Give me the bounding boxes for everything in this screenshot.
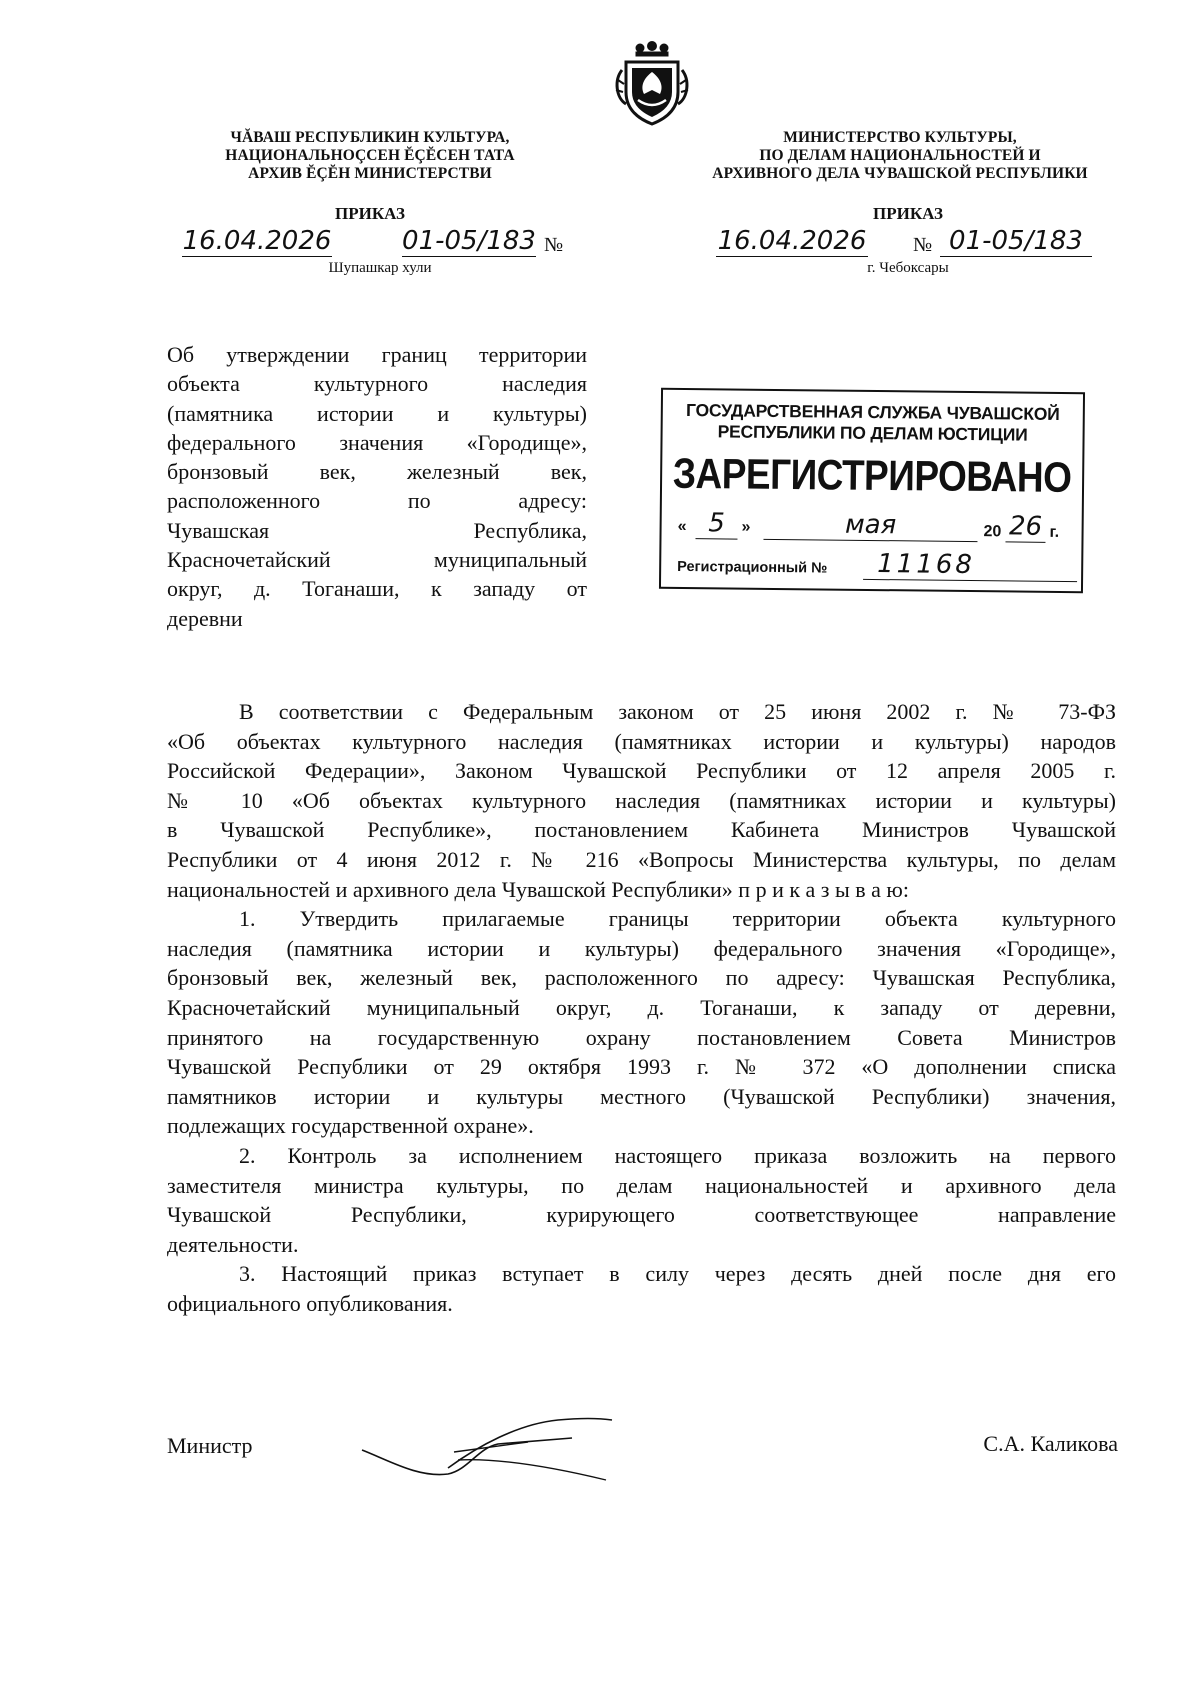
title-line: (памятника истории и культуры) [167, 400, 587, 426]
stamp-quote-open: « [677, 517, 687, 536]
body-line: В соответствии с Федеральным законом от 25 июня 2002 г. № 73-ФЗ [239, 699, 1116, 724]
order-left-number-sign: № [544, 234, 564, 256]
title-line: деревни [167, 605, 243, 631]
body-line: 3. Настоящий приказ вступает в силу через десять дней после дня его [239, 1261, 1116, 1287]
title-line: Красночетайский муниципальный [167, 547, 587, 573]
order-right-number-sign: № [913, 234, 933, 256]
stamp-date-row [673, 508, 1069, 546]
body-line: памятников истории и культуры местного (Чувашской Республики) значения, [167, 1083, 1116, 1109]
body-line: заместителя министра культуры, по делам национальностей и архивного дела [167, 1172, 1116, 1198]
header-left [190, 129, 550, 183]
header-right-line: АРХИВНОГО ДЕЛА ЧУВАШСКОЙ РЕСПУБЛИКИ [712, 165, 1088, 182]
body-line: деятельности. [167, 1231, 299, 1257]
chuvash-emblem-icon [614, 40, 690, 128]
stamp-quote-close: » [741, 518, 751, 536]
body-line: подлежащих государственной охране». [167, 1113, 534, 1139]
body-line: Республики от 4 июня 2012 г. № 216 «Вопросы Министерства культуры, по делам [167, 846, 1116, 872]
stamp-header [662, 400, 1082, 446]
stamp-line1: ГОСУДАРСТВЕННАЯ СЛУЖБА ЧУВАШСКОЙ [685, 400, 1060, 424]
body-line: бронзовый век, железный век, расположенного по адресу: Чувашская Республика, [167, 965, 1116, 991]
title-line: расположенного по адресу: [167, 488, 587, 514]
header-right-line: ПО ДЕЛАМ НАЦИОНАЛЬНОСТЕЙ И [759, 147, 1041, 164]
stamp-year-prefix: 20 [983, 523, 1002, 541]
body-line: Красночетайский муниципальный округ, д. Тоганаши, к западу от деревни, [167, 994, 1116, 1020]
header-right [700, 129, 1100, 183]
stamp-reg-row [673, 549, 1069, 587]
body-line: Чувашской Республики, курирующего соответствующее направление [167, 1202, 1116, 1228]
stamp-year-unit: г. [1049, 523, 1060, 541]
header-left-line: АРХИВ ĔÇĔН МИНИСТЕРСТВИ [248, 165, 492, 182]
body-line: национальностей и архивного дела Чувашской Республики» п р и к а з ы в а ю: [167, 876, 909, 902]
title-line: бронзовый век, железный век, [167, 459, 587, 485]
title-line: Чувашская Республика, [167, 517, 587, 543]
title-line: Об утверждении границ территории [167, 342, 587, 367]
header-left-line: ЧĂВАШ РЕСПУБЛИКИН КУЛЬТУРА, [230, 129, 510, 146]
document-title [167, 340, 587, 633]
stamp-registered: ЗАРЕГИСТРИРОВАНО [672, 449, 1072, 502]
signature-name: С.А. Каликова [983, 1431, 1118, 1456]
body-line: наследия (памятника истории и культуры) федерального значения «Городище», [167, 935, 1116, 961]
stamp-reg-label: Регистрационный № [677, 558, 828, 577]
document-body [167, 697, 1116, 1318]
registration-stamp [659, 388, 1085, 593]
title-line: федерального значения «Городище», [167, 429, 587, 455]
title-line: объекта культурного наследия [167, 371, 587, 397]
stamp-day: 5 [695, 508, 737, 539]
stamp-line2: РЕСПУБЛИКИ ПО ДЕЛАМ ЮСТИЦИИ [717, 421, 1028, 445]
order-left-place: Шупашкар хули [328, 260, 432, 276]
body-line: «Об объектах культурного наследия (памятниках истории и культуры) народов [167, 728, 1116, 754]
body-line: № 10 «Об объектах культурного наследия (памятниках истории и культуры) [167, 787, 1116, 813]
stamp-month: мая [763, 509, 977, 542]
order-left-date: 16.04.2026 [182, 226, 332, 256]
header-left-line: НАЦИОНАЛЬНОÇСЕН ĔÇĔСЕН ТАТА [225, 147, 515, 164]
stamp-year-suffix: 26 [1005, 511, 1045, 542]
order-right-date: 16.04.2026 [717, 226, 867, 256]
stamp-reg-number: 11168 [863, 549, 1077, 582]
body-line: принятого на государственную охрану постановлением Совета Министров [167, 1024, 1116, 1050]
body-line: Российской Федерации», Законом Чувашской Республики от 12 апреля 2005 г. [167, 758, 1116, 784]
order-right-place: г. Чебоксары [867, 260, 949, 276]
order-right-number: 01-05/183 [940, 226, 1092, 257]
order-left-label: ПРИКАЗ [335, 204, 405, 223]
header-right-line: МИНИСТЕРСТВО КУЛЬТУРЫ, [783, 129, 1017, 146]
body-line: официального опубликования. [167, 1290, 453, 1316]
title-line: округ, д. Тоганаши, к западу от [167, 576, 587, 602]
order-left-number: 01-05/183 [402, 226, 536, 256]
body-line: в Чувашской Республике», постановлением Кабинета Министров Чувашской [167, 817, 1116, 843]
signature-mark [358, 1408, 618, 1484]
order-right-label: ПРИКАЗ [873, 204, 943, 223]
body-line: Чувашской Республики от 29 октября 1993 г. № 372 «О дополнении списка [167, 1054, 1116, 1080]
signature-position: Министр [167, 1433, 253, 1458]
body-line: 1. Утвердить прилагаемые границы территории объекта культурного [239, 906, 1116, 932]
body-line: 2. Контроль за исполнением настоящего приказа возложить на первого [239, 1142, 1116, 1168]
